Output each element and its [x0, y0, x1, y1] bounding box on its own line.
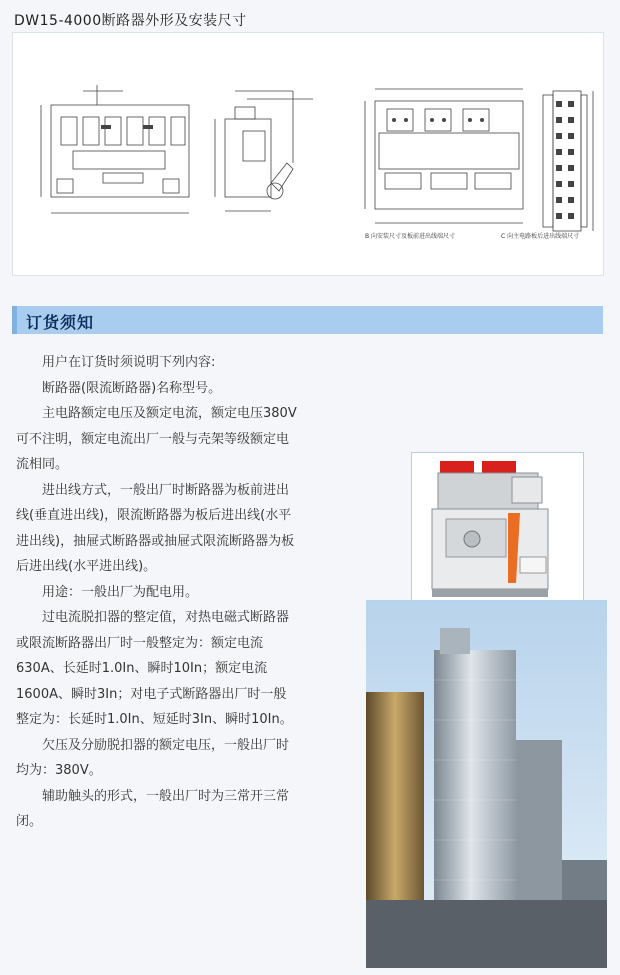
view-c-body [553, 91, 581, 231]
view-b-caption: B 向安装尺寸及板前进出线端尺寸 [365, 233, 456, 240]
paragraph: 断路器(限流断路器)名称型号。 [42, 380, 222, 396]
order-notes [16, 350, 298, 835]
paragraph: 辅助触头的形式，一般出厂时为三常开三常闭。 [16, 788, 290, 829]
view-b-body [375, 101, 523, 209]
city-photo [366, 600, 607, 968]
section-accent [12, 306, 17, 334]
paragraph: 进出线方式，一般出厂时断路器为板前进出线(垂直进出线)，限流断路器为板后进出线(水平进出线)，抽屉式断路器或抽屉式限流断路器为板后进出线(水平进出线)。 [16, 482, 295, 574]
breaker-photo [411, 452, 584, 602]
paragraph: 过电流脱扣器的整定值，对热电磁式断路器或限流断路器出厂时一般整定为：额定电流630A、长延时1.0In、瞬时10In；额定电流1600A、瞬时3In；对电子式断路器出厂时一般整定为：长延时1.0In、短延时3In、瞬时10In。 [16, 610, 293, 727]
paragraph: 欠压及分励脱扣器的额定电压，一般出厂时均为：380V。 [16, 737, 290, 778]
section-header [12, 306, 603, 334]
skyline-illustration [366, 600, 607, 968]
view-c-caption: C 向主电路板后进出线端尺寸 [501, 233, 580, 240]
dimension-drawing-panel [12, 32, 604, 276]
paragraph: 用途：一般出厂为配电用。 [42, 584, 199, 600]
paragraph: 用户在订货时须说明下列内容: [42, 355, 216, 370]
section-title: 订货须知 [26, 313, 95, 332]
breaker-illustration [412, 453, 583, 601]
page-title: DW15-4000断路器外形及安装尺寸 [14, 13, 247, 29]
paragraph: 主电路额定电压及额定电流，额定电压380V可不注明，额定电流出厂一般与壳架等级额定电流相同。 [16, 406, 297, 472]
